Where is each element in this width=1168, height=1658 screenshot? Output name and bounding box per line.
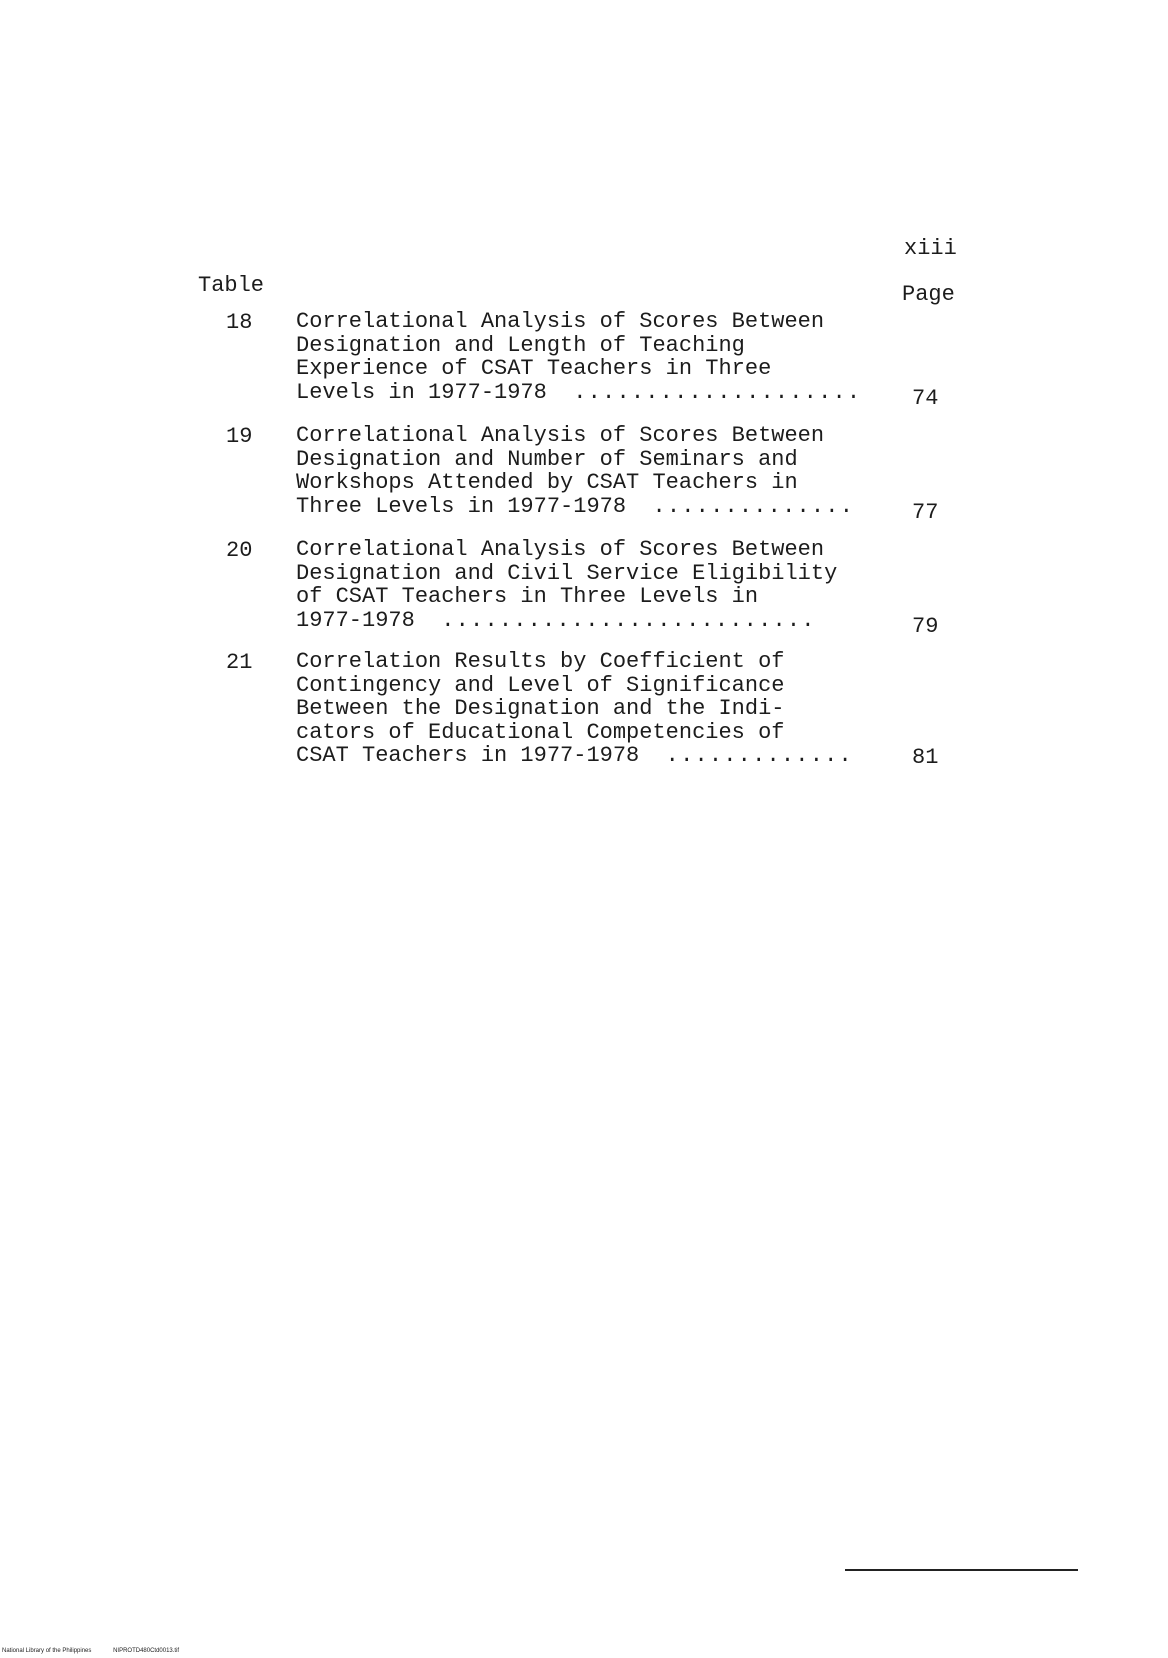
table-title — [296, 538, 876, 632]
dot-leader: ............. — [665, 743, 853, 768]
title-line-last — [296, 381, 876, 405]
table-number: 21 — [226, 650, 253, 675]
page-reference: 77 — [912, 500, 939, 525]
dot-leader: .................... — [573, 379, 862, 405]
footer-file: NIPROTD480Ctd0013.tif — [113, 1648, 180, 1654]
title-line: of CSAT Teachers in Three Levels in — [296, 584, 759, 609]
title-line: cators of Educational Competencies of — [296, 719, 785, 745]
dot-leader: .......................... — [441, 607, 816, 633]
title-line-text: Three Levels in 1977-1978 — [296, 493, 627, 519]
title-line-last — [296, 609, 876, 633]
title-line-text: 1977-1978 — [296, 607, 415, 633]
title-line: Correlational Analysis of Scores Between — [296, 309, 825, 334]
title-line: Workshops Attended by CSAT Teachers in — [296, 470, 798, 495]
footer-library: National Library of the Philippines — [2, 1648, 92, 1654]
title-line: Contingency and Level of Significance — [296, 672, 785, 698]
page-reference: 81 — [912, 745, 939, 770]
table-title — [296, 424, 876, 518]
table-title — [296, 650, 876, 768]
table-number: 19 — [226, 424, 253, 449]
title-line-text: Levels in 1977-1978 — [296, 379, 547, 405]
title-line: Experience of CSAT Teachers in Three — [296, 356, 772, 381]
table-number: 18 — [226, 310, 253, 335]
table-number: 20 — [226, 538, 253, 563]
page-reference: 74 — [912, 386, 939, 411]
title-line-last — [296, 744, 876, 768]
bottom-rule — [845, 1569, 1078, 1571]
title-line: Designation and Civil Service Eligibility — [296, 560, 838, 586]
title-line-text: CSAT Teachers in 1977-1978 — [296, 743, 640, 768]
scan-footer — [2, 1648, 179, 1654]
title-line: Correlational Analysis of Scores Between — [296, 423, 825, 448]
page-number: xiii — [904, 236, 957, 261]
title-line-last — [296, 495, 876, 519]
title-line: Correlation Results by Coefficient of — [296, 649, 785, 674]
table-title — [296, 310, 876, 404]
page-column-label: Page — [902, 282, 955, 307]
table-column-label: Table — [198, 273, 265, 298]
title-line: Designation and Number of Seminars and — [296, 446, 798, 472]
title-line: Between the Designation and the Indi- — [296, 696, 785, 721]
title-line: Correlational Analysis of Scores Between — [296, 537, 825, 562]
page-reference: 79 — [912, 614, 939, 639]
title-line: Designation and Length of Teaching — [296, 332, 745, 358]
dot-leader: .............. — [652, 493, 855, 519]
